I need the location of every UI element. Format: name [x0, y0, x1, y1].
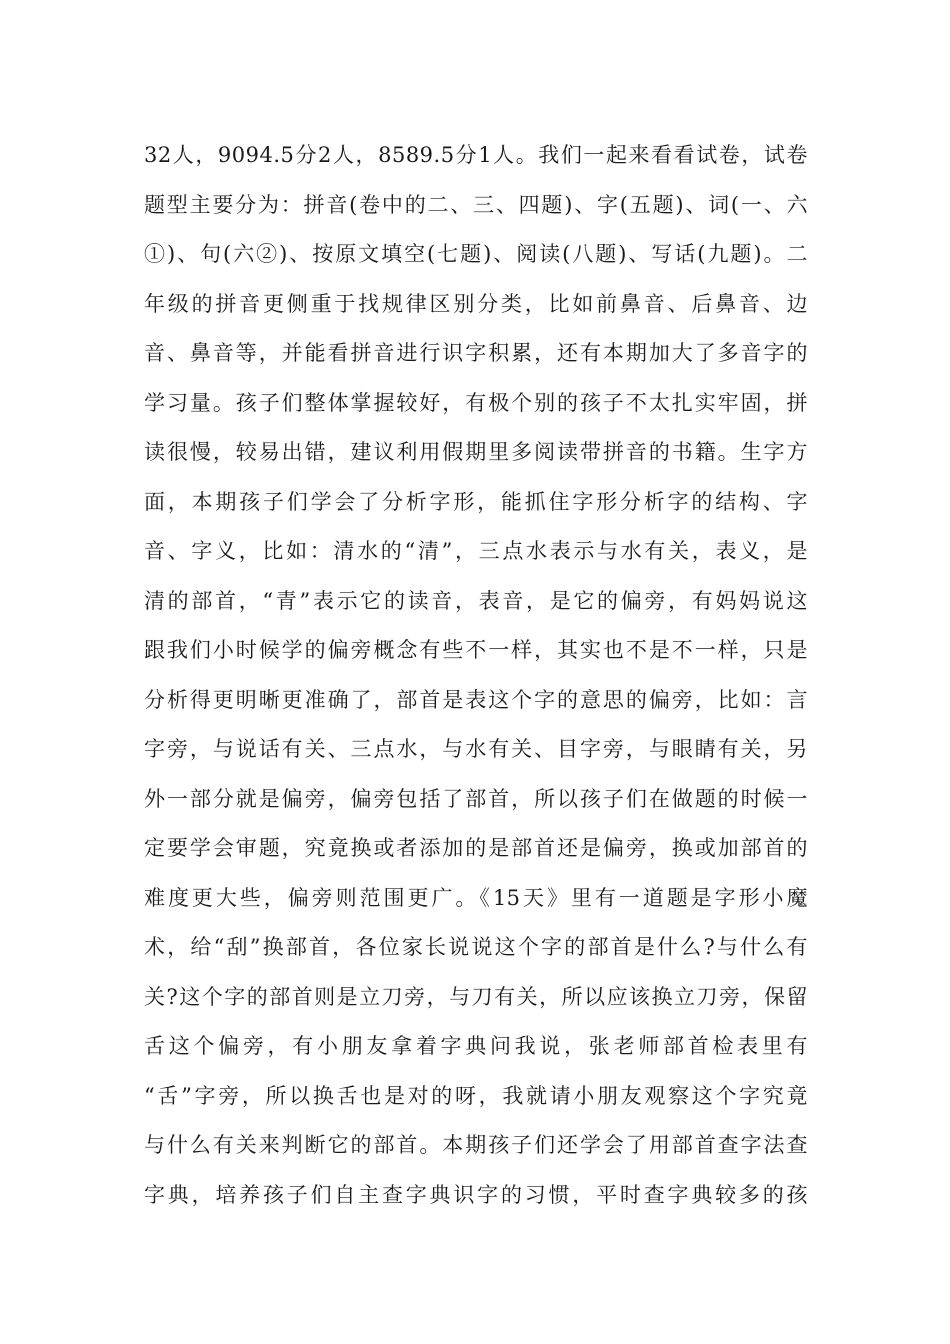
text-line: 音、字义，比如：清水的“清”，三点水表示与水有关，表义，是	[144, 539, 808, 563]
text-line: 外一部分就是偏旁，偏旁包括了部首，所以孩子们在做题的时候一	[144, 786, 808, 811]
text-line: 字旁，与说话有关、三点水，与水有关、目字旁，与眼睛有关，另	[144, 737, 808, 761]
body-text	[144, 131, 808, 1220]
text-line: 面，本期孩子们学会了分析字形，能抓住字形分析字的结构、字	[144, 489, 808, 514]
text-line: 术，给“刮”换部首，各位家长说说这个字的部首是什么?与什么有	[144, 935, 808, 959]
text-line: 分析得更明晰更准确了，部首是表这个字的意思的偏旁，比如：言	[144, 687, 808, 712]
text-line: 清的部首，“青”表示它的读音，表音，是它的偏旁，有妈妈说这	[144, 588, 808, 613]
text-line: 32人，9094.5分2人，8589.5分1人。我们一起来看看试卷，试卷	[144, 143, 808, 167]
text-line: ①)、句(六②)、按原文填空(七题)、阅读(八题)、写话(九题)。二	[144, 242, 808, 266]
text-line: 与什么有关来判断它的部首。本期孩子们还学会了用部首查字法查	[144, 1133, 808, 1157]
text-line: 跟我们小时候学的偏旁概念有些不一样，其实也不是不一样，只是	[144, 638, 808, 662]
text-line: 音、鼻音等，并能看拼音进行识字积累，还有本期加大了多音字的	[144, 341, 808, 365]
text-line: 定要学会审题，究竟换或者添加的是部首还是偏旁，换或加部首的	[144, 836, 808, 860]
text-line: 读很慢，较易出错，建议利用假期里多阅读带拼音的书籍。生字方	[144, 440, 808, 464]
text-line: 舌这个偏旁，有小朋友拿着字典问我说，张老师部首检表里有	[144, 1034, 808, 1058]
text-line: “舌”字旁，所以换舌也是对的呀，我就请小朋友观察这个字究竟	[144, 1083, 808, 1108]
text-line: 题型主要分为：拼音(卷中的二、三、四题)、字(五题)、词(一、六	[144, 192, 808, 217]
text-line: 学习量。孩子们整体掌握较好，有极个别的孩子不太扎实牢固，拼	[144, 390, 808, 415]
text-line: 难度更大些，偏旁则范围更广。《15天》里有一道题是字形小魔	[144, 885, 808, 910]
text-line: 年级的拼音更侧重于找规律区别分类，比如前鼻音、后鼻音、边	[144, 291, 808, 316]
text-line: 关?这个字的部首则是立刀旁，与刀有关，所以应该换立刀旁，保留	[144, 984, 808, 1009]
text-line: 字典，培养孩子们自主查字典识字的习惯，平时查字典较多的孩	[144, 1182, 808, 1207]
